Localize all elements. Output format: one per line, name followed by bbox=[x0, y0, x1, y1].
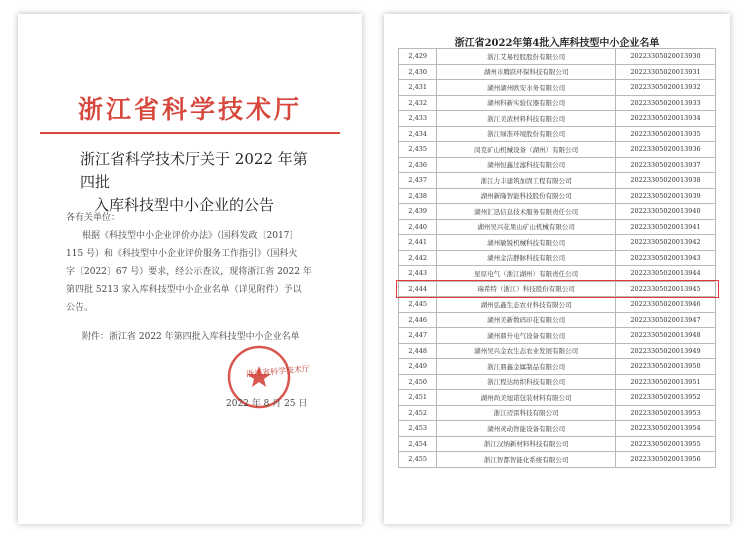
registration-code: 20223305020013945 bbox=[615, 281, 715, 297]
document-body bbox=[66, 209, 328, 346]
table-row bbox=[399, 359, 716, 375]
company-name: 星原电气（浙江湖州）有限责任公司 bbox=[437, 266, 616, 282]
salutation: 各有关单位： bbox=[66, 213, 121, 223]
table-row bbox=[399, 173, 716, 189]
table-row bbox=[399, 49, 716, 65]
company-name: 湖州鼎升电气设备有限公司 bbox=[437, 328, 616, 344]
registration-code: 20223305020013949 bbox=[615, 343, 715, 359]
registration-code: 20223305020013941 bbox=[615, 219, 715, 235]
registration-code: 20223305020013934 bbox=[615, 111, 715, 127]
company-name: 湖州敏锐机械科技有限公司 bbox=[437, 235, 616, 251]
list-title: 浙江省2022年第4批入库科技型中小企业名单 bbox=[454, 38, 660, 49]
row-number: 2,429 bbox=[399, 49, 437, 65]
company-name: 浙江美浓材料科技有限公司 bbox=[437, 111, 616, 127]
row-number: 2,443 bbox=[399, 266, 437, 282]
title-line: 浙江省科学技术厅关于 2022 年第四批 bbox=[80, 150, 308, 191]
registration-code: 20223305020013946 bbox=[615, 297, 715, 313]
registration-code: 20223305020013935 bbox=[615, 126, 715, 142]
table-row bbox=[399, 188, 716, 204]
row-number: 2,454 bbox=[399, 436, 437, 452]
table-row bbox=[399, 219, 716, 235]
title-line: 入库科技型中小企业的公告 bbox=[93, 196, 274, 214]
row-number: 2,444 bbox=[399, 281, 437, 297]
row-number: 2,446 bbox=[399, 312, 437, 328]
document-title bbox=[80, 148, 320, 217]
company-name: 浙江智都智能化系统有限公司 bbox=[437, 452, 616, 468]
table-row bbox=[399, 111, 716, 127]
registration-code: 20223305020013943 bbox=[615, 250, 715, 266]
row-number: 2,447 bbox=[399, 328, 437, 344]
registration-code: 20223305020013953 bbox=[615, 405, 715, 421]
seal-text: 浙江省科学技术厅 bbox=[245, 364, 311, 379]
table-row bbox=[399, 328, 716, 344]
company-list-page bbox=[384, 14, 730, 524]
highlight-box bbox=[396, 280, 719, 298]
registration-code: 20223305020013944 bbox=[615, 266, 715, 282]
table-row bbox=[399, 266, 716, 282]
header-divider bbox=[40, 132, 340, 134]
company-name: 湖州新隆智能科技股份有限公司 bbox=[437, 188, 616, 204]
table-row bbox=[399, 64, 716, 80]
company-name: 瑞希特（浙江）科技股份有限公司 bbox=[437, 281, 616, 297]
row-number: 2,449 bbox=[399, 359, 437, 375]
company-name: 湖州吴兴花果山矿山机械有限公司 bbox=[437, 219, 616, 235]
registration-code: 20223305020013936 bbox=[615, 142, 715, 158]
company-name: 湖州科新实验仪器有限公司 bbox=[437, 95, 616, 111]
row-number: 2,437 bbox=[399, 173, 437, 189]
company-name: 闵克矿山机械设备（湖州）有限公司 bbox=[437, 142, 616, 158]
row-number: 2,432 bbox=[399, 95, 437, 111]
table-row bbox=[399, 157, 716, 173]
table-row bbox=[399, 126, 716, 142]
row-number: 2,440 bbox=[399, 219, 437, 235]
registration-code: 20223305020013937 bbox=[615, 157, 715, 173]
company-name: 湖州市腾跃环保科技有限公司 bbox=[437, 64, 616, 80]
row-number: 2,450 bbox=[399, 374, 437, 390]
row-number: 2,448 bbox=[399, 343, 437, 359]
registration-code: 20223305020013932 bbox=[615, 80, 715, 96]
company-name: 湖州汇迅信息技术服务有限责任公司 bbox=[437, 204, 616, 220]
registration-code: 20223305020013948 bbox=[615, 328, 715, 344]
row-number: 2,452 bbox=[399, 405, 437, 421]
row-number: 2,453 bbox=[399, 421, 437, 437]
company-table bbox=[398, 48, 716, 468]
registration-code: 20223305020013956 bbox=[615, 452, 715, 468]
row-number: 2,438 bbox=[399, 188, 437, 204]
body-line: 115 号）和《科技型中小企业评价服务工作指引》（国科火 bbox=[66, 249, 298, 259]
row-number: 2,436 bbox=[399, 157, 437, 173]
table-row bbox=[399, 436, 716, 452]
registration-code: 20223305020013954 bbox=[615, 421, 715, 437]
company-name: 湖州灵动智能设备有限公司 bbox=[437, 421, 616, 437]
row-number: 2,451 bbox=[399, 390, 437, 406]
company-name: 浙江艾易控股股份有限公司 bbox=[437, 49, 616, 65]
attachment-note: 附件：浙江省 2022 年第四批入库科技型中小企业名单 bbox=[82, 332, 300, 342]
table-row bbox=[399, 204, 716, 220]
company-name: 湖州尚美旭诺包装材料有限公司 bbox=[437, 390, 616, 406]
registration-code: 20223305020013947 bbox=[615, 312, 715, 328]
table-row bbox=[399, 235, 716, 251]
table-row bbox=[399, 297, 716, 313]
company-name: 浙江迈雷科技有限公司 bbox=[437, 405, 616, 421]
registration-code: 20223305020013933 bbox=[615, 95, 715, 111]
table-row bbox=[399, 374, 716, 390]
body-line: 根据《科技型中小企业评价办法》（国科发政〔2017〕 bbox=[82, 231, 299, 241]
row-number: 2,430 bbox=[399, 64, 437, 80]
document-header: 浙江省科学技术厅 bbox=[77, 95, 302, 124]
company-name: 湖州恒鑫过滤科技有限公司 bbox=[437, 157, 616, 173]
body-line: 公告。 bbox=[66, 303, 94, 313]
table-row bbox=[399, 343, 716, 359]
company-name: 浙江力丰建筑加固工程有限公司 bbox=[437, 173, 616, 189]
company-name: 湖州湖州欧安水务有限公司 bbox=[437, 80, 616, 96]
company-name: 浙江鼎鑫金属制品有限公司 bbox=[437, 359, 616, 375]
table-row bbox=[399, 80, 716, 96]
registration-code: 20223305020013940 bbox=[615, 204, 715, 220]
company-name: 浙江程达纺织科技有限公司 bbox=[437, 374, 616, 390]
company-name: 湖州弘鑫生态农业科技有限公司 bbox=[437, 297, 616, 313]
table-row bbox=[399, 250, 716, 266]
registration-code: 20223305020013939 bbox=[615, 188, 715, 204]
company-name: 湖州金洁静脉科技有限公司 bbox=[437, 250, 616, 266]
row-number: 2,455 bbox=[399, 452, 437, 468]
row-number: 2,433 bbox=[399, 111, 437, 127]
registration-code: 20223305020013930 bbox=[615, 49, 715, 65]
row-number: 2,445 bbox=[399, 297, 437, 313]
registration-code: 20223305020013952 bbox=[615, 390, 715, 406]
registration-code: 20223305020013951 bbox=[615, 374, 715, 390]
row-number: 2,435 bbox=[399, 142, 437, 158]
table-row bbox=[399, 405, 716, 421]
body-line: 第四批 5213 家入库科技型中小企业名单（详见附件）予以 bbox=[66, 285, 302, 295]
registration-code: 20223305020013931 bbox=[615, 64, 715, 80]
company-name: 浙江绿准环境股份有限公司 bbox=[437, 126, 616, 142]
row-number: 2,431 bbox=[399, 80, 437, 96]
registration-code: 20223305020013938 bbox=[615, 173, 715, 189]
notice-page bbox=[18, 14, 362, 524]
row-number: 2,441 bbox=[399, 235, 437, 251]
row-number: 2,434 bbox=[399, 126, 437, 142]
table-row bbox=[399, 390, 716, 406]
table-row bbox=[399, 142, 716, 158]
company-name: 湖州美新数码印花有限公司 bbox=[437, 312, 616, 328]
company-name: 湖州吴兴金农生态农业发展有限公司 bbox=[437, 343, 616, 359]
body-line: 字〔2022〕67 号）要求，经公示查议，现将浙江省 2022 年 bbox=[66, 267, 312, 277]
company-name: 浙江汉纳新材料科技有限公司 bbox=[437, 436, 616, 452]
registration-code: 20223305020013942 bbox=[615, 235, 715, 251]
row-number: 2,442 bbox=[399, 250, 437, 266]
table-row bbox=[399, 421, 716, 437]
table-row bbox=[399, 312, 716, 328]
registration-code: 20223305020013950 bbox=[615, 359, 715, 375]
registration-code: 20223305020013955 bbox=[615, 436, 715, 452]
sign-date: 2022 年 8 月 25 日 bbox=[226, 399, 308, 409]
row-number: 2,439 bbox=[399, 204, 437, 220]
table-row bbox=[399, 452, 716, 468]
table-row bbox=[399, 95, 716, 111]
